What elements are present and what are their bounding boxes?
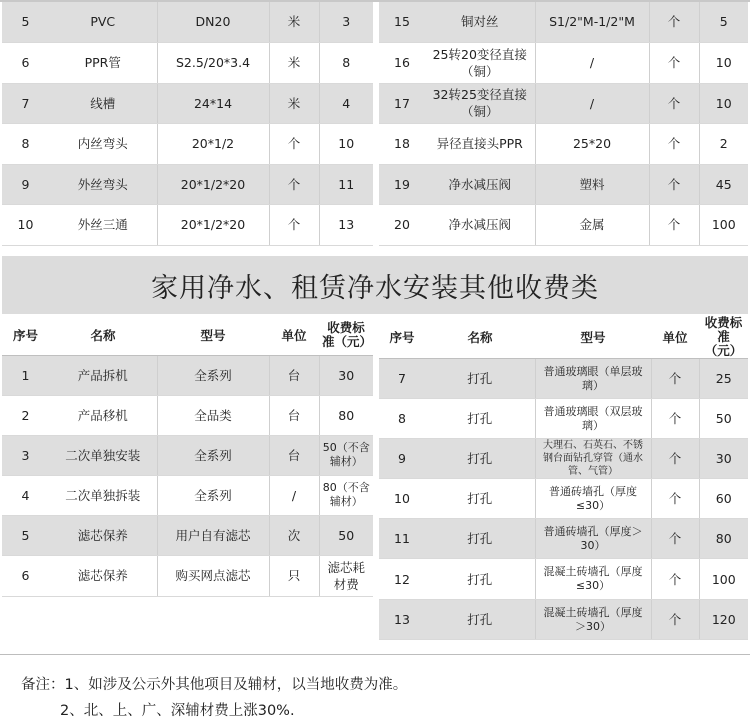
item-unit: 个: [649, 83, 699, 123]
item-model: 金属: [535, 204, 649, 245]
item-unit: 个: [651, 359, 699, 399]
item-price: 8: [319, 42, 373, 83]
item-model: 购买网点滤芯: [157, 555, 269, 596]
item-price: 120: [699, 600, 748, 640]
item-price: 25: [699, 359, 748, 399]
item-model: 用户自有滤芯: [157, 515, 269, 555]
item-name: 打孔: [425, 479, 535, 519]
item-unit: 个: [651, 479, 699, 519]
item-unit: 米: [269, 83, 319, 123]
header-model: 型号: [157, 316, 269, 355]
table-row: [379, 164, 748, 204]
table-row: [2, 164, 373, 204]
item-price: 100: [699, 204, 748, 245]
item-model: 20*1/2*20: [157, 204, 269, 245]
materials-table-left: [2, 2, 373, 246]
item-unit: 个: [651, 559, 699, 600]
item-unit: 次: [269, 515, 319, 555]
item-model: 塑料: [535, 164, 649, 204]
item-name: 外丝弯头: [49, 164, 157, 204]
row-number: 9: [2, 164, 49, 204]
item-price: 45: [699, 164, 748, 204]
row-number: 17: [379, 83, 425, 123]
row-number: 1: [2, 355, 49, 395]
table-row: [379, 42, 748, 83]
section-title: 家用净水、租赁净水安装其他收费类: [2, 256, 748, 314]
item-model: 混凝土砖墙孔（厚度≤30）: [535, 559, 651, 600]
item-name: 打孔: [425, 559, 535, 600]
item-unit: 个: [649, 2, 699, 42]
notes-section: [0, 654, 750, 728]
item-name: 滤芯保养: [49, 515, 157, 555]
table-row: [2, 555, 373, 596]
table-row: [2, 2, 373, 42]
row-number: 10: [379, 479, 425, 519]
item-model: 全系列: [157, 435, 269, 475]
item-model: DN20: [157, 2, 269, 42]
row-number: 13: [379, 600, 425, 640]
row-number: 3: [2, 435, 49, 475]
table-row: [2, 204, 373, 245]
header-number: 序号: [2, 316, 49, 355]
item-model: 全系列: [157, 355, 269, 395]
table-row: [379, 600, 748, 640]
table-row: [379, 559, 748, 600]
table-row: [379, 519, 748, 559]
row-number: 18: [379, 123, 425, 164]
row-number: 2: [2, 395, 49, 435]
table-row: [2, 83, 373, 123]
row-number: 6: [2, 555, 49, 596]
table-row: [2, 42, 373, 83]
table-row: [2, 515, 373, 555]
item-name: 25转20变径直接（铜）: [425, 42, 535, 83]
item-unit: 个: [651, 600, 699, 640]
table-row: [379, 204, 748, 245]
row-number: 16: [379, 42, 425, 83]
table-row: [2, 395, 373, 435]
item-model: 25*20: [535, 123, 649, 164]
item-unit: 个: [651, 519, 699, 559]
item-unit: 个: [269, 204, 319, 245]
row-number: 12: [379, 559, 425, 600]
table-row: [2, 435, 373, 475]
item-model: 全品类: [157, 395, 269, 435]
item-price: 10: [319, 123, 373, 164]
item-model: 混凝土砖墙孔（厚度＞30）: [535, 600, 651, 640]
table-row: [379, 399, 748, 439]
item-price: 80: [699, 519, 748, 559]
item-model: 全系列: [157, 475, 269, 515]
header-fee: 收费标准（元）: [699, 316, 748, 359]
item-price: 10: [699, 83, 748, 123]
materials-table-right: [379, 2, 748, 246]
item-unit: 台: [269, 395, 319, 435]
item-model: 20*1/2: [157, 123, 269, 164]
item-name: PPR管: [49, 42, 157, 83]
item-price: 3: [319, 2, 373, 42]
item-unit: 个: [649, 164, 699, 204]
table-row: [2, 475, 373, 515]
item-name: 外丝三通: [49, 204, 157, 245]
item-name: 打孔: [425, 359, 535, 399]
row-number: 15: [379, 2, 425, 42]
item-name: 净水减压阀: [425, 164, 535, 204]
item-unit: 米: [269, 2, 319, 42]
item-unit: 个: [651, 399, 699, 439]
item-model: 普通砖墙孔（厚度≤30）: [535, 479, 651, 519]
item-unit: 台: [269, 355, 319, 395]
header-unit: 单位: [651, 316, 699, 359]
table-row: [2, 123, 373, 164]
item-model: /: [535, 83, 649, 123]
item-model: 普通砖墙孔（厚度＞30）: [535, 519, 651, 559]
item-unit: 个: [269, 123, 319, 164]
item-price: 50: [699, 399, 748, 439]
item-name: 异径直接头PPR: [425, 123, 535, 164]
row-number: 5: [2, 515, 49, 555]
item-price: 30: [319, 355, 373, 395]
row-number: 6: [2, 42, 49, 83]
item-name: 滤芯保养: [49, 555, 157, 596]
item-unit: 个: [649, 123, 699, 164]
item-name: 线槽: [49, 83, 157, 123]
header-name: 名称: [49, 316, 157, 355]
item-price: 50（不含辅材）: [319, 435, 373, 475]
row-number: 20: [379, 204, 425, 245]
note-line-1: 备注：1、如涉及公示外其他项目及辅材，以当地收费为准。: [21, 677, 408, 693]
header-model: 型号: [535, 316, 651, 359]
item-unit: 个: [649, 42, 699, 83]
item-price: 4: [319, 83, 373, 123]
header-name: 名称: [425, 316, 535, 359]
item-unit: 个: [269, 164, 319, 204]
table-row: [2, 355, 373, 395]
item-price: 80: [319, 395, 373, 435]
item-model: S1/2"M-1/2"M: [535, 2, 649, 42]
item-price: 13: [319, 204, 373, 245]
table-row: [379, 123, 748, 164]
row-number: 4: [2, 475, 49, 515]
row-number: 9: [379, 439, 425, 479]
item-model: /: [535, 42, 649, 83]
table-row: [379, 83, 748, 123]
item-unit: /: [269, 475, 319, 515]
item-unit: 台: [269, 435, 319, 475]
item-name: 二次单独拆装: [49, 475, 157, 515]
item-price: 30: [699, 439, 748, 479]
row-number: 5: [2, 2, 49, 42]
item-price: 100: [699, 559, 748, 600]
item-model: 大理石、石英石、不锈钢台面钻孔穿管（通水管、气管）: [535, 439, 651, 479]
item-model: 普通玻璃眼（双层玻璃）: [535, 399, 651, 439]
item-price: 60: [699, 479, 748, 519]
item-price: 11: [319, 164, 373, 204]
item-model: 普通玻璃眼（单层玻璃）: [535, 359, 651, 399]
item-name: 打孔: [425, 399, 535, 439]
item-unit: 米: [269, 42, 319, 83]
item-model: 24*14: [157, 83, 269, 123]
row-number: 8: [2, 123, 49, 164]
item-name: 产品移机: [49, 395, 157, 435]
item-price: 10: [699, 42, 748, 83]
item-name: PVC: [49, 2, 157, 42]
row-number: 19: [379, 164, 425, 204]
table-row: [379, 359, 748, 399]
row-number: 7: [379, 359, 425, 399]
item-name: 打孔: [425, 519, 535, 559]
item-name: 内丝弯头: [49, 123, 157, 164]
item-name: 32转25变径直接（铜）: [425, 83, 535, 123]
item-name: 二次单独安装: [49, 435, 157, 475]
item-unit: 只: [269, 555, 319, 596]
item-name: 铜对丝: [425, 2, 535, 42]
item-price: 2: [699, 123, 748, 164]
row-number: 10: [2, 204, 49, 245]
item-name: 打孔: [425, 439, 535, 479]
item-name: 打孔: [425, 600, 535, 640]
item-unit: 个: [651, 439, 699, 479]
item-price: 50: [319, 515, 373, 555]
item-price: 80（不含辅材）: [319, 475, 373, 515]
table-row: [379, 2, 748, 42]
item-model: S2.5/20*3.4: [157, 42, 269, 83]
row-number: 7: [2, 83, 49, 123]
item-model: 20*1/2*20: [157, 164, 269, 204]
note-line-2: 2、北、上、广、深辅材费上涨30%.: [60, 703, 295, 719]
table-header-row: [2, 316, 373, 355]
table-row: [379, 479, 748, 519]
row-number: 11: [379, 519, 425, 559]
item-name: 产品拆机: [49, 355, 157, 395]
table-row: [379, 439, 748, 479]
header-number: 序号: [379, 316, 425, 359]
item-price: 滤芯耗材费: [319, 555, 373, 596]
header-unit: 单位: [269, 316, 319, 355]
service-fee-table-left: [2, 316, 373, 597]
item-name: 净水减压阀: [425, 204, 535, 245]
item-price: 5: [699, 2, 748, 42]
service-fee-table-right: [379, 316, 748, 640]
row-number: 8: [379, 399, 425, 439]
header-fee: 收费标准（元）: [319, 316, 373, 355]
item-unit: 个: [649, 204, 699, 245]
table-header-row: [379, 316, 748, 359]
